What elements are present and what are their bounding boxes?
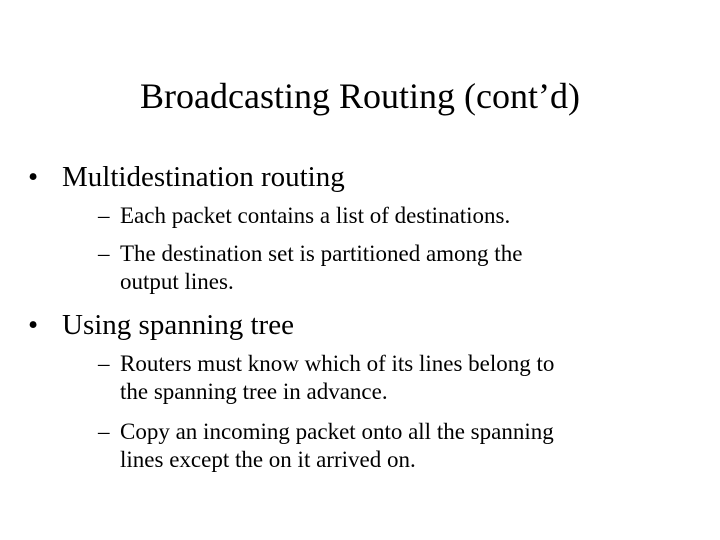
bullet-marker: • [28,161,39,193]
sub-bullet-line: Routers must know which of its lines belong to [120,351,555,376]
sub-bullet-marker: – [98,351,110,376]
bullet-text: Multidestination routing [62,161,345,193]
sub-bullet-packet-list [98,202,511,230]
bullet-using-spanning-tree [28,308,294,342]
sub-bullet-copy-packet [98,418,554,474]
sub-bullet-line: output lines. [120,269,234,294]
sub-bullet-line: lines except the on it arrived on. [120,447,416,472]
bullet-text: Using spanning tree [62,309,294,341]
sub-bullet-destination-set [98,240,523,296]
slide-title: Broadcasting Routing (cont’d) [140,76,580,116]
sub-bullet-line: Each packet contains a list of destinations. [120,203,511,228]
sub-bullet-line: Copy an incoming packet onto all the spanning [120,419,554,444]
sub-bullet-marker: – [98,241,110,266]
sub-bullet-line: the spanning tree in advance. [120,379,388,404]
sub-bullet-marker: – [98,203,110,228]
bullet-multidestination-routing [28,160,345,194]
sub-bullet-line: The destination set is partitioned among the [120,241,523,266]
sub-bullet-routers-must-know [98,350,555,406]
bullet-marker: • [28,309,39,341]
sub-bullet-marker: – [98,419,110,444]
